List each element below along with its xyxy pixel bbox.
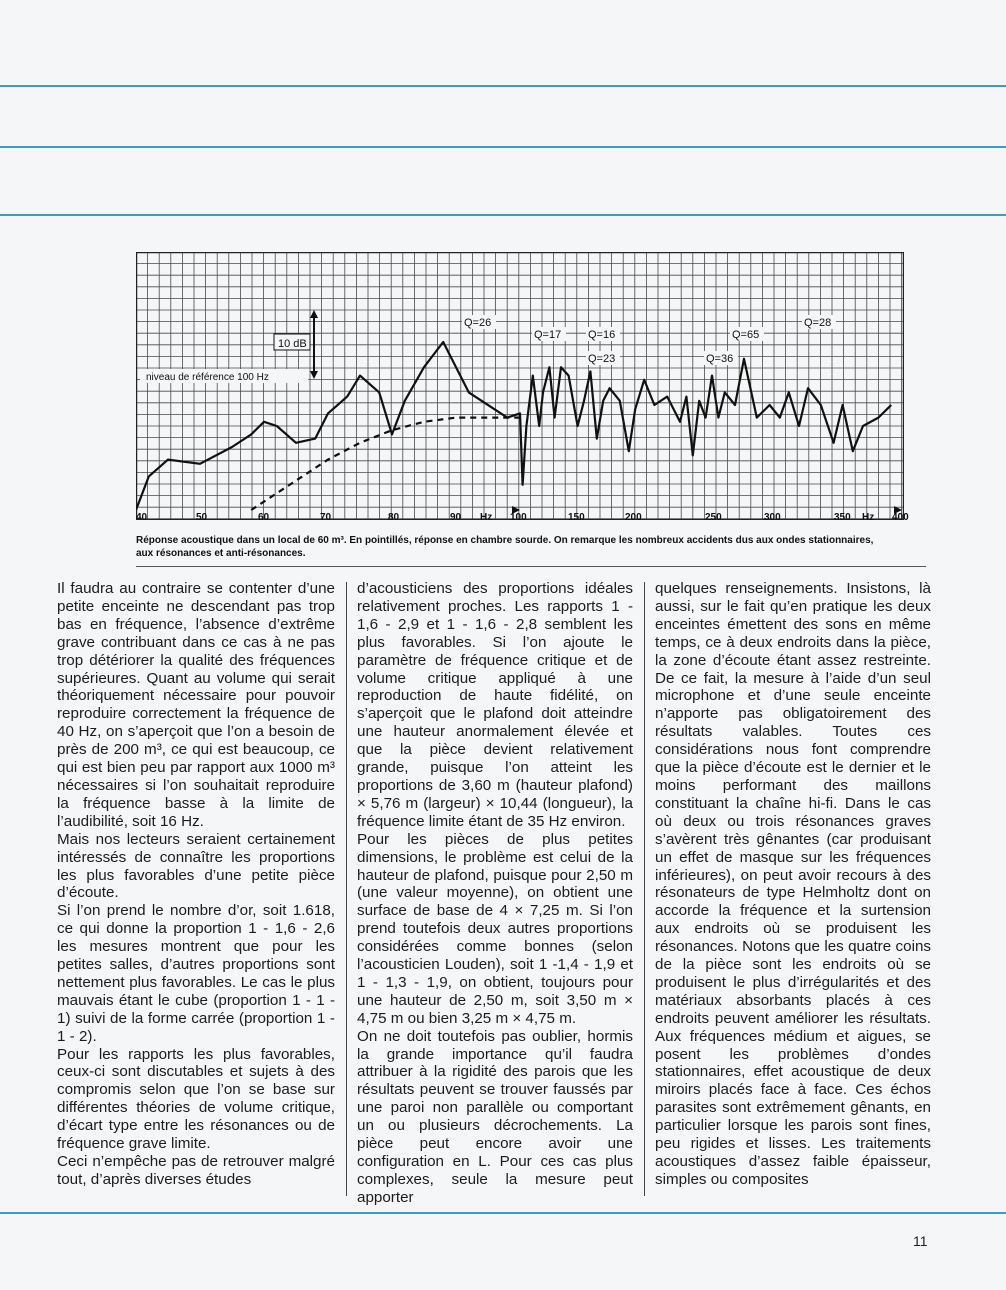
top-rule-3 xyxy=(0,214,1006,216)
figure-caption xyxy=(136,534,926,560)
frequency-response-chart xyxy=(136,252,904,520)
bottom-rule xyxy=(0,1212,1006,1214)
x-tick-label: 60 xyxy=(258,512,270,523)
paragraph: d’acousticiens des proportions idéales relativement proches. Les rapports 1 - 1,6 - 2,9 et 1 - 1,6 - 2,8 semblent les plus favorables. Si l’on ajoute le paramètre de fréquence critique et de volume critique appliqué à une reproduction de haute fidélité, on s’aperçoit que le plafond doit atteindre une hauteur anormalement élevée et que la pièce devient relativement grande, puisque l’on atteint les proportions de 3,60 m (hauteur plafond) × 5,76 m (largeur) × 10,44 (longueur), la fréquence limite étant de 35 Hz environ. xyxy=(357,580,633,830)
q-factor-label: Q=65 xyxy=(732,329,760,341)
x-tick-label: 200 xyxy=(625,512,642,523)
x-tick-label: 40 xyxy=(136,512,148,523)
chart-labels xyxy=(140,310,836,383)
x-tick-label: 50 xyxy=(196,512,208,523)
x-tick-label: Hz xyxy=(480,512,493,523)
x-tick-label: 300 xyxy=(764,512,781,523)
q-factor-label: Q=17 xyxy=(534,329,562,341)
caption-divider xyxy=(136,566,926,567)
anechoic-response-line xyxy=(251,418,520,510)
caption-line-2: aux résonances et anti-résonances. xyxy=(136,548,306,559)
column-divider xyxy=(644,582,645,1196)
caption-line-1: Réponse acoustique dans un local de 60 m³. En pointillés, réponse en chambre sourde. On remarque les nombreux accidents dus aux ondes stationnaires, xyxy=(136,535,874,546)
chart-border xyxy=(137,253,904,520)
q-factor-label: Q=16 xyxy=(588,329,616,341)
paragraph: Si l’on prend le nombre d’or, soit 1.618, ce qui donne la proportion 1 - 1,6 - 2,6 les mesures montrent que pour les petites salles, d’autres proportions sont nettement plus favorables. Le cas le plus mauvais étant le cube (proportion 1 - 1 - 1) suivi de la forme carrée (proportion 1 - 1 - 2). xyxy=(57,902,335,1045)
text-column-2 xyxy=(357,580,633,1207)
column-divider xyxy=(346,582,347,1196)
q-factor-label: Q=36 xyxy=(706,353,734,365)
paragraph: Pour les pièces de plus petites dimensions, le problème est celui de la hauteur de plafond, puisque pour 2,50 m (une valeur moyenne), on obtient une surface de base de 4 × 7,25 m. Si l’on prend toutefois deux autres proportions considérées comme bonnes (selon l’acousticien Louden), soit 1 -1,4 - 1,9 et 1 - 1,3 - 1,9, on obtient, toujours pour une hauteur de 2,50 m, soit 3,50 m × 4,75 m ou bien 3,25 m × 4,75 m. xyxy=(357,830,633,1027)
paragraph: quelques renseignements. Insistons, là aussi, sur le fait qu’en pratique les deux enceintes émettent des sons en même temps, ce à deux endroits dans la pièce, la zone d’écoute étant assez restreinte. De ce fait, la mesure à l’aide d’un seul microphone et d’une seule enceinte n’apporte pas obligatoirement des résultats valables. Toutes ces considérations nous font comprendre que la pièce d’écoute est le dernier et le moins performant des maillons constituant la chaîne hi-fi. Dans le cas où deux ou trois résonances graves s’avèrent très gênantes (car produisant un effet de masque sur les fréquences inférieures), on peut avoir recours à des résonateurs de type Helmholtz dont on accorde la fréquence et la surtension aux endroits où se produisent les résonances. Notons que les quatre coins de la pièce sont les endroits où se produisent le plus d’irrégularités et des matériaux absorbants placés à ces endroits peuvent améliorer les résultats. Aux fréquences médium et aigues, se posent les problèmes d’ondes stationnaires, effet acoustique de deux miroirs placés face à face. Ces échos parasites sont extrêmement gênants, en particulier lorsque les parois sont fines, peu rigides et lisses. Les traitements acoustiques d’assez faible épaisseur, simples ou composites xyxy=(655,580,931,1188)
x-tick-label: 70 xyxy=(320,512,332,523)
paragraph: On ne doit toutefois pas oublier, hormis la grande importance qu’il faudra attribuer à la rigidité des parois que les résultats peuvent se trouver faussés par une paroi non parallèle ou comportant un ou plusieurs décrochements. La pièce peut encore avoir une configuration en L. Pour ces cas plus complexes, seule la mesure peut apporter xyxy=(357,1027,633,1206)
chart-grid xyxy=(136,252,904,520)
page-number: 11 xyxy=(913,1233,928,1249)
x-tick-label: 100 xyxy=(510,512,527,523)
top-rule-2 xyxy=(0,146,1006,148)
q-factor-label: Q=26 xyxy=(464,317,492,329)
chart-svg xyxy=(136,252,904,520)
q-factor-label: Q=28 xyxy=(804,317,832,329)
x-tick-label: Hz xyxy=(862,512,875,523)
scale-arrow-up xyxy=(310,310,318,318)
x-tick-label: 150 xyxy=(568,512,585,523)
scale-label: 10 dB xyxy=(278,338,307,350)
x-tick-label: 90 xyxy=(450,512,462,523)
scale-arrow-down xyxy=(310,371,318,379)
text-column-1 xyxy=(57,580,335,1189)
paragraph: Il faudra au contraire se contenter d’une petite enceinte ne descendant pas trop bas en fréquence, l’absence d’extrême grave contribuant dans ce cas à ne pas trop détériorer la qualité des fréquences supérieures. Quant au volume qui serait théoriquement nécessaire pour pouvoir reproduire correctement la fréquence de 40 Hz, on s’aperçoit que l’on a besoin de près de 200 m³, ce qui est beaucoup, ce qui est bien peu par rapport aux 1000 m³ nécessaires si l’on souhaitait reproduire la fréquence basse à la limite de l’audibilité, soit 16 Hz. xyxy=(57,580,335,830)
paragraph: Ceci n’empêche pas de retrouver malgré tout, d’après diverses études xyxy=(57,1153,335,1188)
x-tick-label: 400 xyxy=(892,512,909,523)
reference-level-label: niveau de référence 100 Hz xyxy=(146,372,269,383)
text-column-3 xyxy=(655,580,931,1189)
top-rule-1 xyxy=(0,85,1006,87)
paragraph: Mais nos lecteurs seraient certainement intéressés de connaître les proportions les plus favorables d’une petite pièce d’écoute. xyxy=(57,830,335,902)
chart-frame xyxy=(137,253,904,520)
x-tick-label: 80 xyxy=(388,512,400,523)
x-tick-label: 250 xyxy=(705,512,722,523)
paragraph: Pour les rapports les plus favorables, ceux-ci sont discutables et sujets à des compromis selon que l’on se base sur différentes théories de volume critique, d’écart type entre les résonances ou de fréquence grave limite. xyxy=(57,1045,335,1153)
q-factor-label: Q=23 xyxy=(588,353,616,365)
x-tick-label: 350 xyxy=(834,512,851,523)
